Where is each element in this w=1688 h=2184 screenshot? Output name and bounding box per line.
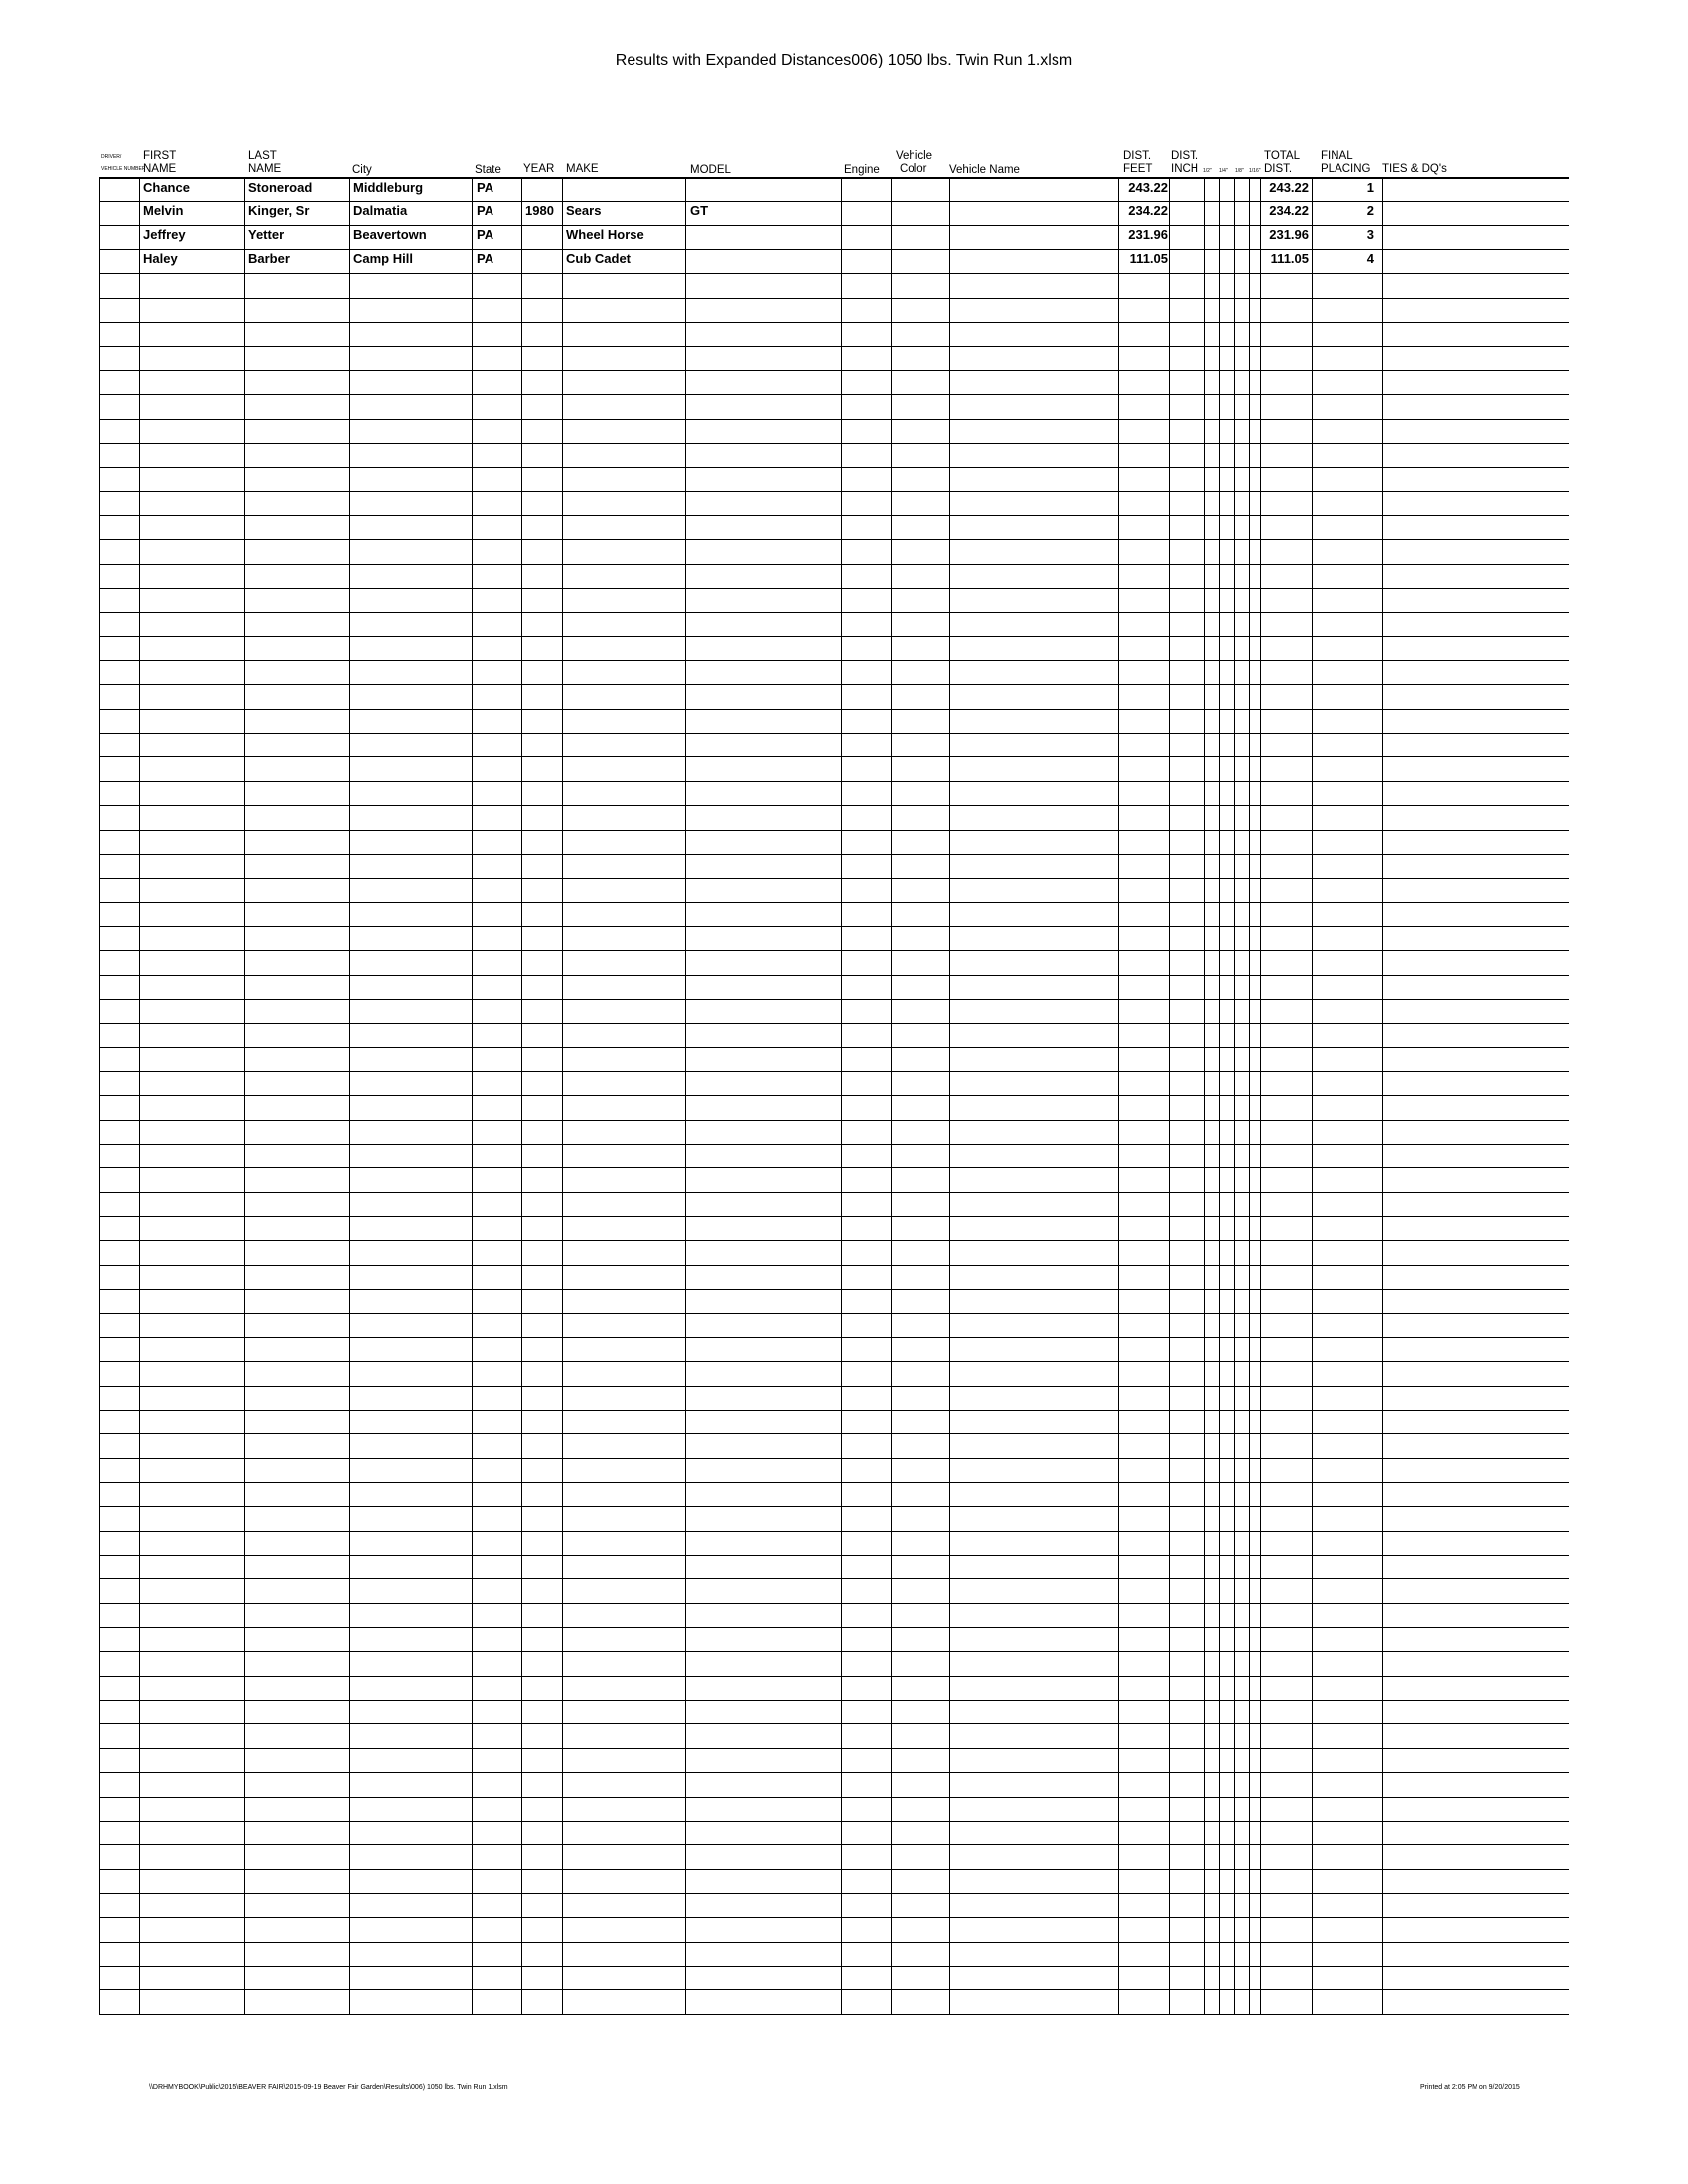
cell-last-name: Kinger, Sr — [248, 204, 310, 218]
grid-horizontal-line — [99, 1120, 1569, 1121]
cell-state: PA — [477, 204, 494, 218]
grid-horizontal-line — [99, 1748, 1569, 1749]
cell-first-name: Chance — [143, 180, 190, 195]
grid-horizontal-line — [99, 1651, 1569, 1652]
header-final-placing-line1: FINAL — [1321, 150, 1353, 162]
grid-horizontal-line — [99, 1942, 1569, 1943]
grid-horizontal-line — [99, 1989, 1569, 1990]
cell-dist-feet: 243.22 — [1128, 180, 1168, 195]
grid-horizontal-line — [99, 709, 1569, 710]
header-driver-line2: VEHICLE NUMBER — [101, 166, 146, 172]
cell-model: GT — [690, 204, 709, 218]
page-title: Results with Expanded Distances006) 1050 lbs. Twin Run 1.xlsm — [615, 52, 1073, 68]
cell-city: Beavertown — [353, 227, 427, 242]
grid-horizontal-line — [99, 1386, 1569, 1387]
grid-horizontal-line — [99, 177, 1569, 179]
header-first-name-line1: FIRST — [143, 150, 177, 162]
grid-horizontal-line — [99, 636, 1569, 637]
cell-year: 1980 — [525, 204, 554, 218]
header-fraction-half: 1/2" — [1203, 168, 1212, 174]
header-dist-feet-line2: FEET — [1123, 163, 1153, 175]
cell-final-placing: 2 — [1366, 204, 1374, 218]
header-vehicle-color-line1: Vehicle — [896, 150, 933, 162]
grid-horizontal-line — [99, 854, 1569, 855]
grid-horizontal-line — [99, 1627, 1569, 1628]
header-city: City — [352, 164, 372, 176]
cell-make: Wheel Horse — [566, 227, 644, 242]
grid-horizontal-line — [99, 1482, 1569, 1483]
cell-make: Cub Cadet — [566, 251, 631, 266]
grid-horizontal-line — [99, 1337, 1569, 1338]
header-driver-line1: DRIVER/ — [101, 154, 122, 160]
grid-horizontal-line — [99, 1555, 1569, 1556]
grid-horizontal-line — [99, 1361, 1569, 1362]
grid-horizontal-line — [99, 926, 1569, 927]
grid-horizontal-line — [99, 684, 1569, 685]
grid-horizontal-line — [99, 564, 1569, 565]
grid-horizontal-line — [99, 1797, 1569, 1798]
cell-first-name: Haley — [143, 251, 178, 266]
grid-horizontal-line — [99, 491, 1569, 492]
grid-horizontal-line — [99, 660, 1569, 661]
header-fraction-sixteenth: 1/16" — [1249, 168, 1261, 174]
grid-horizontal-line — [99, 2014, 1569, 2015]
grid-horizontal-line — [99, 781, 1569, 782]
grid-horizontal-line — [99, 1844, 1569, 1845]
grid-horizontal-line — [99, 443, 1569, 444]
header-last-name-line1: LAST — [248, 150, 277, 162]
cell-state: PA — [477, 251, 494, 266]
header-first-name-line2: NAME — [143, 163, 177, 175]
grid-horizontal-line — [99, 975, 1569, 976]
header-last-name-line2: NAME — [248, 163, 282, 175]
grid-horizontal-line — [99, 370, 1569, 371]
header-dist-feet-line1: DIST. — [1123, 150, 1152, 162]
header-dist-inch-line2: INCH — [1171, 163, 1199, 175]
header-total-dist-line1: TOTAL — [1264, 150, 1300, 162]
header-fraction-quarter: 1/4" — [1219, 168, 1228, 174]
grid-horizontal-line — [99, 201, 1569, 202]
cell-dist-feet: 231.96 — [1128, 227, 1168, 242]
grid-horizontal-line — [99, 1531, 1569, 1532]
cell-total-dist: 243.22 — [1269, 180, 1309, 195]
cell-dist-feet: 234.22 — [1128, 204, 1168, 218]
cell-final-placing: 1 — [1366, 180, 1374, 195]
grid-horizontal-line — [99, 1676, 1569, 1677]
cell-first-name: Jeffrey — [143, 227, 186, 242]
grid-horizontal-line — [99, 1506, 1569, 1507]
grid-horizontal-line — [99, 878, 1569, 879]
grid-horizontal-line — [99, 830, 1569, 831]
header-total-dist-line2: DIST. — [1264, 163, 1293, 175]
grid-horizontal-line — [99, 612, 1569, 613]
grid-horizontal-line — [99, 1723, 1569, 1724]
grid-horizontal-line — [99, 588, 1569, 589]
grid-horizontal-line — [99, 346, 1569, 347]
grid-horizontal-line — [99, 1917, 1569, 1918]
grid-horizontal-line — [99, 1410, 1569, 1411]
grid-horizontal-line — [99, 1700, 1569, 1701]
header-final-placing-line2: PLACING — [1321, 163, 1371, 175]
cell-dist-feet: 111.05 — [1129, 251, 1168, 266]
cell-first-name: Melvin — [143, 204, 184, 218]
header-vehicle-color-line2: Color — [900, 163, 927, 175]
grid-horizontal-line — [99, 1603, 1569, 1604]
grid-horizontal-line — [99, 1313, 1569, 1314]
cell-state: PA — [477, 227, 494, 242]
grid-horizontal-line — [99, 1144, 1569, 1145]
grid-horizontal-line — [99, 902, 1569, 903]
grid-horizontal-line — [99, 1192, 1569, 1193]
grid-horizontal-line — [99, 467, 1569, 468]
footer-file-path: \\DRHMYBOOK\Public\2015\BEAVER FAIR\2015-09-19 Beaver Fair Garden\Results\006) 1050 lbs. Twin Run 1.xlsm — [149, 2084, 508, 2091]
grid-horizontal-line — [99, 1071, 1569, 1072]
grid-horizontal-line — [99, 1458, 1569, 1459]
grid-horizontal-line — [99, 515, 1569, 516]
grid-horizontal-line — [99, 805, 1569, 806]
grid-horizontal-line — [99, 1240, 1569, 1241]
grid-horizontal-line — [99, 1167, 1569, 1168]
cell-state: PA — [477, 180, 494, 195]
grid-horizontal-line — [99, 1265, 1569, 1266]
cell-city: Dalmatia — [353, 204, 408, 218]
grid-horizontal-line — [99, 756, 1569, 757]
footer-printed-at: Printed at 2:05 PM on 9/20/2015 — [1420, 2084, 1520, 2091]
grid-horizontal-line — [99, 1772, 1569, 1773]
grid-horizontal-line — [99, 999, 1569, 1000]
header-state: State — [475, 164, 501, 176]
cell-last-name: Yetter — [248, 227, 285, 242]
header-year: YEAR — [523, 163, 555, 175]
header-make: MAKE — [566, 163, 599, 175]
grid-horizontal-line — [99, 1966, 1569, 1967]
cell-city: Camp Hill — [353, 251, 413, 266]
grid-horizontal-line — [99, 1821, 1569, 1822]
grid-horizontal-line — [99, 733, 1569, 734]
header-ties-dqs: TIES & DQ's — [1382, 163, 1447, 175]
grid-horizontal-line — [99, 950, 1569, 951]
grid-horizontal-line — [99, 539, 1569, 540]
grid-horizontal-line — [99, 298, 1569, 299]
grid-horizontal-line — [99, 1289, 1569, 1290]
grid-horizontal-line — [99, 1047, 1569, 1048]
grid-horizontal-line — [99, 1893, 1569, 1894]
header-model: MODEL — [690, 164, 731, 176]
header-vehicle-name: Vehicle Name — [949, 164, 1020, 176]
grid-horizontal-line — [99, 273, 1569, 274]
grid-horizontal-line — [99, 1216, 1569, 1217]
results-table — [99, 147, 1569, 2015]
cell-total-dist: 111.05 — [1270, 251, 1309, 266]
cell-last-name: Stoneroad — [248, 180, 313, 195]
cell-city: Middleburg — [353, 180, 424, 195]
cell-make: Sears — [566, 204, 602, 218]
grid-horizontal-line — [99, 322, 1569, 323]
cell-total-dist: 234.22 — [1269, 204, 1309, 218]
grid-horizontal-line — [99, 1023, 1569, 1024]
grid-horizontal-line — [99, 394, 1569, 395]
cell-final-placing: 4 — [1366, 251, 1374, 266]
cell-last-name: Barber — [248, 251, 290, 266]
grid-horizontal-line — [99, 419, 1569, 420]
grid-horizontal-line — [99, 225, 1569, 226]
cell-total-dist: 231.96 — [1269, 227, 1309, 242]
grid-horizontal-line — [99, 1095, 1569, 1096]
grid-horizontal-line — [99, 1869, 1569, 1870]
grid-horizontal-line — [99, 1433, 1569, 1434]
header-fraction-eighth: 1/8" — [1235, 168, 1244, 174]
header-engine: Engine — [844, 164, 880, 176]
cell-final-placing: 3 — [1366, 227, 1374, 242]
grid-horizontal-line — [99, 249, 1569, 250]
grid-horizontal-line — [99, 1578, 1569, 1579]
header-dist-inch-line1: DIST. — [1171, 150, 1199, 162]
